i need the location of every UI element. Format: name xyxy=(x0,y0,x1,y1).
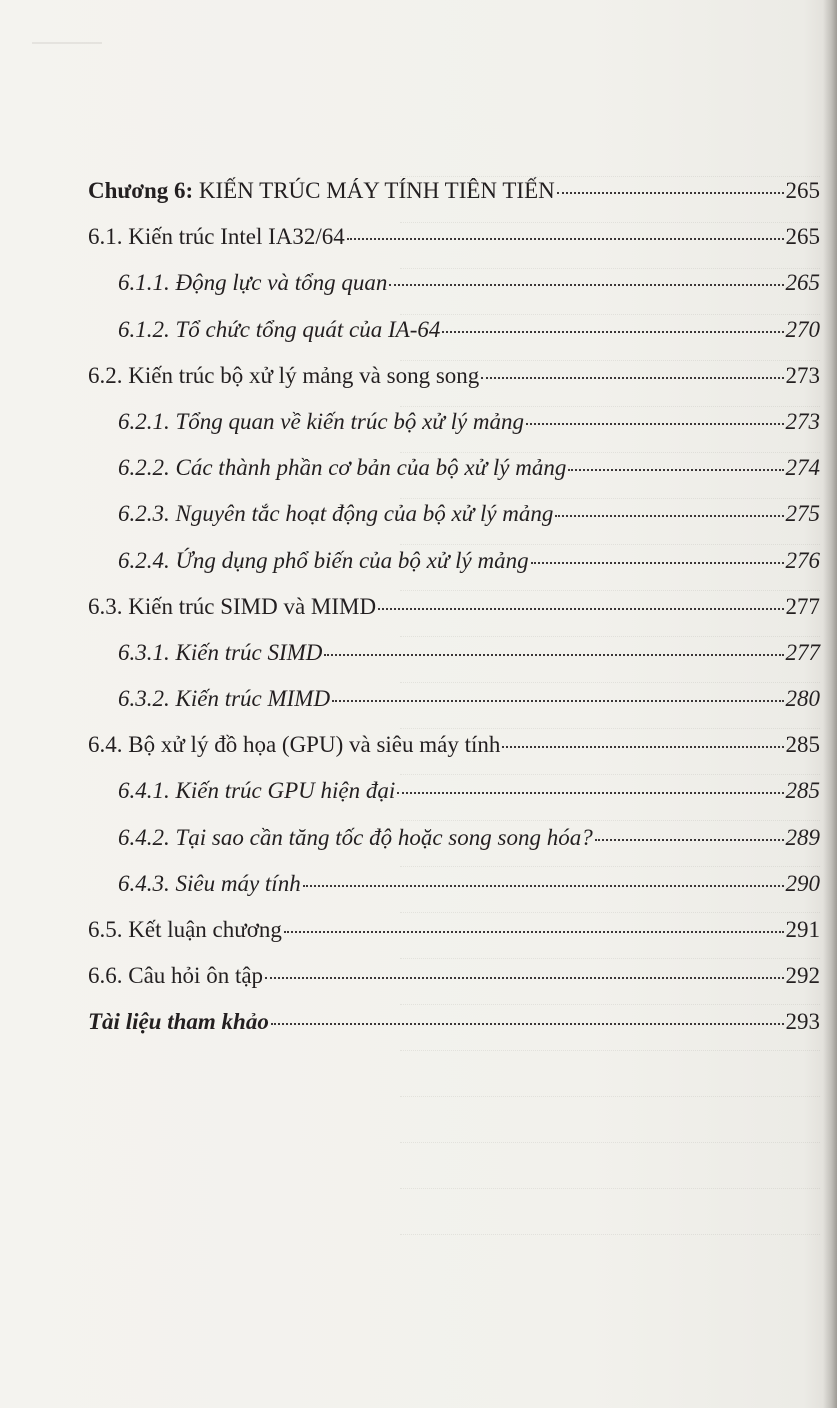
entry-page-number: 265 xyxy=(785,224,820,250)
toc-subsection-row[interactable] xyxy=(88,768,820,814)
page-smudge xyxy=(32,42,102,44)
entry-page-number: 285 xyxy=(785,732,820,758)
entry-title: 6.1.2. Tổ chức tổng quát của IA-64 xyxy=(118,316,441,342)
toc-references-row[interactable] xyxy=(88,999,820,1045)
toc-subsection-row[interactable] xyxy=(88,260,820,306)
toc-chapter-row[interactable] xyxy=(88,168,820,214)
entry-page-number: 273 xyxy=(785,408,820,434)
entry-title: 6.4.3. Siêu máy tính xyxy=(118,870,301,896)
chapter-page-number: 265 xyxy=(785,178,820,203)
toc-subsection-row[interactable] xyxy=(88,861,820,907)
entry-page-number: 280 xyxy=(785,686,820,712)
dot-leader xyxy=(271,1023,784,1025)
dot-leader xyxy=(481,377,783,379)
dot-leader xyxy=(378,608,783,610)
entry-title: 6.2.4. Ứng dụng phổ biến của bộ xử lý mảng xyxy=(118,547,529,573)
dot-leader xyxy=(526,423,783,425)
chapter-title: KIẾN TRÚC MÁY TÍNH TIÊN TIẾN xyxy=(198,178,555,203)
dot-leader xyxy=(595,839,784,841)
toc-section-row[interactable] xyxy=(88,907,820,953)
entry-title: 6.6. Câu hỏi ôn tập xyxy=(88,963,264,989)
toc-subsection-row[interactable] xyxy=(88,491,820,537)
entry-page-number: 290 xyxy=(785,870,820,896)
entry-title: 6.2.1. Tổng quan về kiến trúc bộ xử lý mảng xyxy=(118,408,525,434)
dot-leader xyxy=(568,469,783,471)
entry-page-number: 270 xyxy=(785,316,820,342)
chapter-heading xyxy=(88,168,555,214)
toc-subsection-row[interactable] xyxy=(88,815,820,861)
dot-leader xyxy=(303,885,784,887)
entry-title: 6.3.2. Kiến trúc MIMD xyxy=(118,686,331,712)
entry-page-number: 285 xyxy=(785,778,820,804)
entry-page-number: 274 xyxy=(785,455,820,481)
chapter-label: Chương 6: xyxy=(88,178,194,203)
table-of-contents xyxy=(88,168,820,1046)
dot-leader xyxy=(265,977,783,979)
dot-leader xyxy=(389,284,783,286)
references-page-number: 293 xyxy=(785,1009,820,1035)
references-title: Tài liệu tham khảo xyxy=(88,1009,269,1035)
entry-page-number: 277 xyxy=(785,639,820,665)
entry-title: 6.1.1. Động lực và tổng quan xyxy=(118,270,388,296)
toc-section-row[interactable] xyxy=(88,584,820,630)
toc-subsection-row[interactable] xyxy=(88,538,820,584)
entry-page-number: 292 xyxy=(785,963,820,989)
toc-subsection-row[interactable] xyxy=(88,630,820,676)
entry-title: 6.4.1. Kiến trúc GPU hiện đại xyxy=(118,778,396,804)
entry-title: 6.3.1. Kiến trúc SIMD xyxy=(118,639,323,665)
entry-title: 6.5. Kết luận chương xyxy=(88,917,282,942)
toc-section-row[interactable] xyxy=(88,953,820,999)
entry-page-number: 289 xyxy=(785,824,820,850)
entry-title: 6.3. Kiến trúc SIMD và MIMD xyxy=(88,593,377,619)
entry-page-number: 291 xyxy=(785,917,820,942)
entry-page-number: 276 xyxy=(785,547,820,573)
dot-leader xyxy=(284,931,784,933)
toc-subsection-row[interactable] xyxy=(88,399,820,445)
toc-subsection-row[interactable] xyxy=(88,445,820,491)
toc-subsection-row[interactable] xyxy=(88,676,820,722)
entry-page-number: 277 xyxy=(785,593,820,619)
entry-title: 6.4.2. Tại sao cần tăng tốc độ hoặc song song hóa? xyxy=(118,824,593,850)
entry-title: 6.2.2. Các thành phần cơ bản của bộ xử lý mảng xyxy=(118,455,567,481)
entry-title: 6.4. Bộ xử lý đồ họa (GPU) và siêu máy tính xyxy=(88,732,501,758)
dot-leader xyxy=(397,792,783,794)
dot-leader xyxy=(557,192,784,194)
dot-leader xyxy=(347,238,784,240)
toc-section-row[interactable] xyxy=(88,722,820,768)
dot-leader xyxy=(442,331,783,333)
dot-leader xyxy=(332,700,783,702)
toc-subsection-row[interactable] xyxy=(88,307,820,353)
toc-section-row[interactable] xyxy=(88,214,820,260)
dot-leader xyxy=(324,654,783,656)
dot-leader xyxy=(502,746,783,748)
toc-section-row[interactable] xyxy=(88,353,820,399)
entry-title: 6.2.3. Nguyên tắc hoạt động của bộ xử lý mảng xyxy=(118,501,554,527)
page-binding-shadow xyxy=(823,0,837,1408)
entry-title: 6.2. Kiến trúc bộ xử lý mảng và song song xyxy=(88,362,480,388)
dot-leader xyxy=(531,562,784,564)
entry-page-number: 273 xyxy=(785,362,820,388)
entry-page-number: 265 xyxy=(785,270,820,296)
entry-title: 6.1. Kiến trúc Intel IA32/64 xyxy=(88,224,345,250)
entry-page-number: 275 xyxy=(785,501,820,527)
dot-leader xyxy=(555,515,783,517)
